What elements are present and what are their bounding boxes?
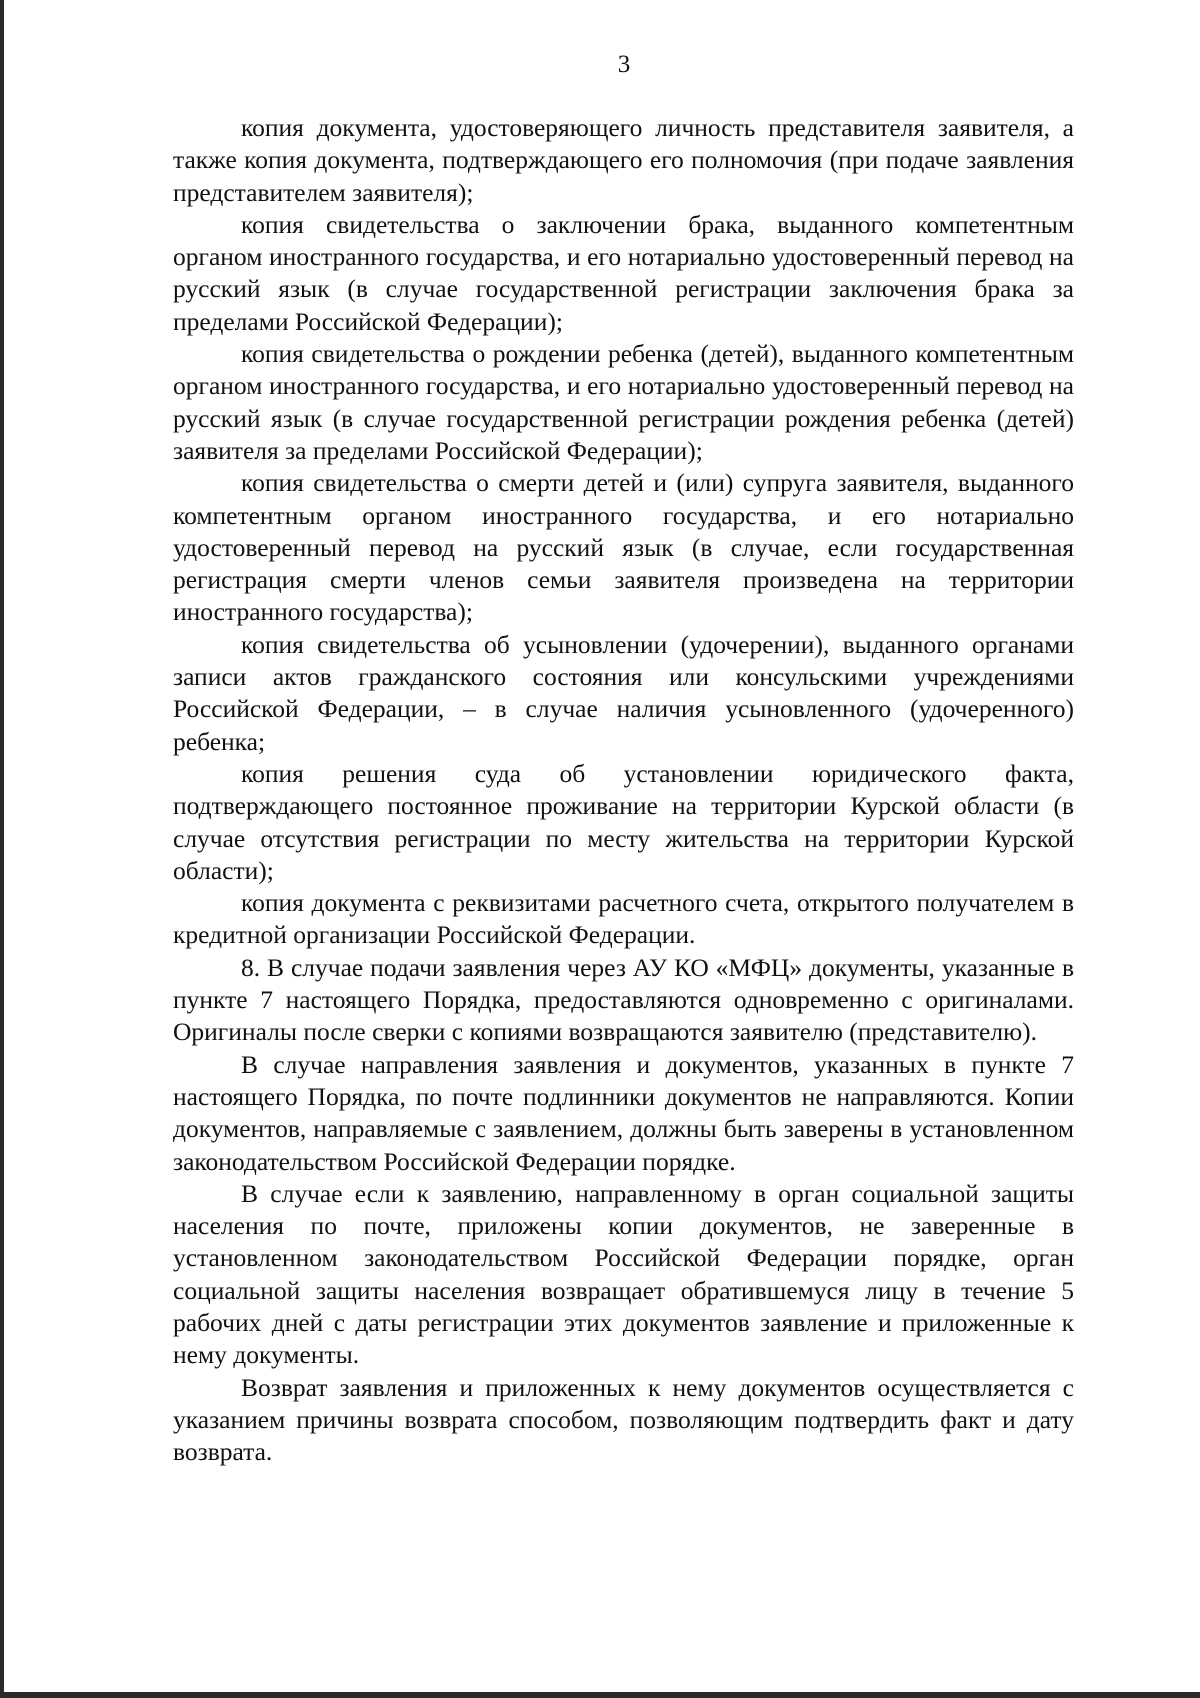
paragraph-representative-id: копия документа, удостоверяющего личность представителя заявителя, а также копия документа, подтверждающего его полномочия (при подаче заявления представителем заявителя);	[173, 113, 1074, 207]
paragraph-postal-submission: В случае направления заявления и документов, указанных в пункте 7 настоящего Порядка, по почте подлинники документов не направляются. Копии документов, направляемые с заявлением, должны быть заверены в установленном законодательством Российской Федерации порядке.	[173, 1049, 1074, 1176]
paragraph-marriage-certificate: копия свидетельства о заключении брака, выданного компетентным органом иностранного государства, и его нотариально удостоверенный перевод на русский язык (в случае государственной регистрации заключения брака за пределами Российской Федерации);	[173, 209, 1074, 336]
paragraph-item-8: 8. В случае подачи заявления через АУ КО «МФЦ» документы, указанные в пункте 7 настоящего Порядка, предоставляются одновременно с оригиналами. Оригиналы после сверки с копиями возвращаются заявителю (представителю).	[173, 952, 1074, 1047]
scan-edge-bottom	[0, 1692, 1200, 1698]
paragraph-bank-account: копия документа с реквизитами расчетного счета, открытого получателем в кредитной организации Российской Федерации.	[173, 888, 1074, 950]
paragraph-return-procedure: Возврат заявления и приложенных к нему документов осуществляется с указанием причины возврата способом, позволяющим подтвердить факт и дату возврата.	[173, 1372, 1074, 1467]
paragraph-death-certificate: копия свидетельства о смерти детей и (или) супруга заявителя, выданного компетентным органом иностранного государства, и его нотариально удостоверенный перевод на русский язык (в случае, если государственная регистрация смерти членов семьи заявителя произведена на территории иностранного государства);	[173, 468, 1074, 627]
paragraph-adoption-certificate: копия свидетельства об усыновлении (удочерении), выданного органами записи актов гражданского состояния или консульскими учреждениями Российской Федерации, – в случае наличия усыновленного (удочеренного) ребенка;	[173, 629, 1074, 756]
page-number: 3	[617, 51, 631, 78]
document-body	[173, 112, 1074, 1468]
paragraph-birth-certificate: копия свидетельства о рождении ребенка (детей), выданного компетентным органом иностранного государства, и его нотариально удостоверенный перевод на русский язык (в случае государственной регистрации рождения ребенка (детей) заявителя за пределами Российской Федерации);	[173, 339, 1074, 465]
paragraph-uncertified-copies: В случае если к заявлению, направленному в орган социальной защиты населения по почте, приложены копии документов, не заверенные в установленном законодательством Российской Федерации порядке, орган социальной защиты населения возвращает обратившемуся лицу в течение 5 рабочих дней с даты регистрации этих документов заявление и приложенные к нему документы.	[173, 1178, 1074, 1370]
paragraph-court-decision: копия решения суда об установлении юридического факта, подтверждающего постоянное проживание на территории Курской области (в случае отсутствия регистрации по месту жительства на территории Курской области);	[173, 758, 1074, 885]
scan-edge-left	[0, 0, 4, 1698]
